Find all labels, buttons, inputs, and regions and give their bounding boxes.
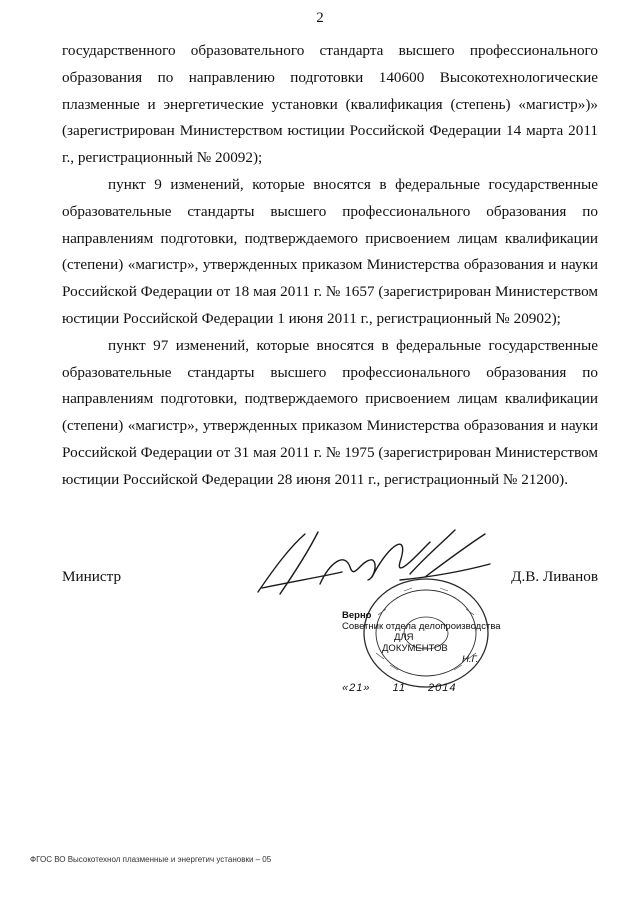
- certification-documents: ДОКУМЕНТОВ: [382, 643, 448, 654]
- certification-signer: Н.Г.: [462, 654, 479, 665]
- certification-date: «21» 11 2014: [342, 682, 457, 694]
- paragraph-1: государственного образовательного стандарта высшего профессионального образования по направлению подготовки 140600 Высокотехнологические плазменные и энергетические установки (квалификация (степень) «магистр»)» (зарегистрирован Министерством юстиции Российской Федерации 14 марта 2011 г., регистрационный № 20092);: [62, 42, 598, 167]
- cert-date-month: 11: [392, 682, 406, 694]
- cert-date-day: 21: [349, 682, 364, 694]
- certification-position: Советник отдела делопроизводства: [342, 621, 501, 632]
- certification-for: ДЛЯ: [394, 632, 414, 643]
- page-number: 2: [316, 10, 324, 26]
- signatory-name: Д.В. Ливанов: [511, 568, 598, 585]
- document-body: [62, 38, 598, 494]
- signatory-title: Министр: [62, 568, 122, 585]
- paragraph-3: пункт 97 изменений, которые вносятся в федеральные государственные образовательные стандарты высшего профессионального образования по направлениям подготовки, подтверждаемого присвоением лицам квалификации (степени) «магистр», утвержденных приказом Министерства образования и науки Российской Федерации от 31 мая 2011 г. № 1975 (зарегистрирован Министерством юстиции Российской Федерации 28 июня 2011 г., регистрационный № 21200).: [62, 336, 598, 488]
- cert-date-year: 2014: [428, 682, 457, 694]
- footer-filename: ФГОС ВО Высокотехнол плазменные и энергетич установки – 05: [30, 855, 272, 864]
- paragraph-2: пункт 9 изменений, которые вносятся в федеральные государственные образовательные стандарты высшего профессионального образования по направлениям подготовки, подтверждаемого присвоением лицам квалификации (степени) «магистр», утвержденных приказом Министерства образования и науки Российской Федерации от 18 мая 2011 г. № 1657 (зарегистрирован Министерством юстиции Российской Федерации 1 июня 2011 г., регистрационный № 20902);: [62, 175, 598, 327]
- certification-block: [342, 610, 512, 694]
- certification-verified: Верно: [342, 610, 372, 621]
